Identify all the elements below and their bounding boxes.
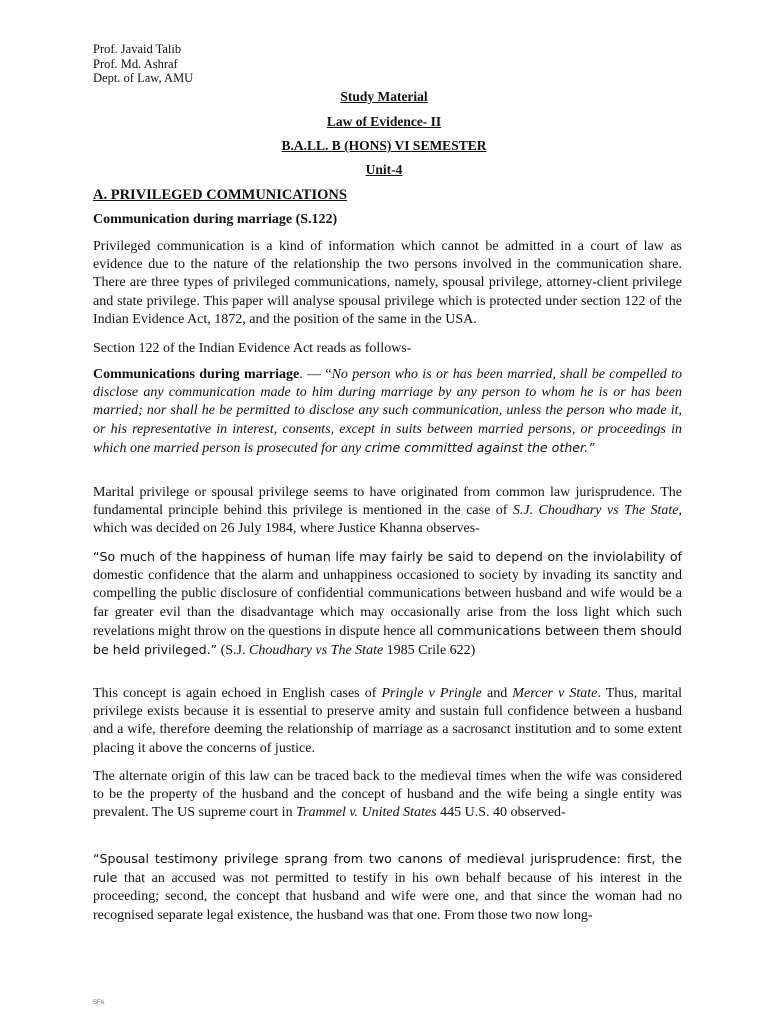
- p7-text-b: 445 U.S. 40 observed-: [436, 805, 566, 821]
- p4-text-a: Marital privilege or spousal privilege seems to have originated from common law jurisprudence. The fundamental principle behind this privilege is mentioned in the case of: [93, 485, 682, 519]
- p6-and: and: [481, 686, 513, 701]
- title-study-material: Study Material: [340, 89, 428, 104]
- statute-text-end: crime committed against the other.”: [364, 439, 595, 455]
- section-heading: A. PRIVILEGED COMMUNICATIONS: [93, 187, 347, 203]
- paragraph-6: [93, 685, 682, 758]
- paragraph-1: Privileged communication is a kind of information which cannot be admitted in a court of law as evidence due to the nature of the relationship the two persons involved in the communication share. There are three types of privileged communications, namely, spousal privilege, attorney-client privilege and state privilege. This paper will analyse spousal privilege which is protected under section 122 of the Indian Evidence Act, 1872, and the position of the same in the USA.: [93, 239, 682, 327]
- p5-cite-case: Choudhary vs The State: [249, 643, 384, 659]
- paragraph-7: [93, 768, 682, 823]
- p5-text: domestic confidence that the alarm and unhappiness occasioned to society by invading its sanctity and compelling the public disclosure of confidential communications between husband and wife would be a far greater evil than the disadvantage which may occasionally arise from the loss light which such revelations might throw on the questions in dispute hence all: [93, 568, 682, 639]
- title-unit: Unit-4: [365, 162, 403, 177]
- statute-dash: . — “: [299, 367, 332, 382]
- paragraph-8-quote: [93, 850, 682, 925]
- title-semester: B.A.LL. B (HONS) VI SEMESTER: [281, 138, 487, 153]
- p6-case-1: Pringle v Pringle: [381, 686, 482, 701]
- p8-sans: “Spousal testimony privilege sprang from two canons of medieval jurisprudence: first, the rule: [93, 851, 682, 886]
- author-header: [93, 42, 193, 86]
- p6-case-2: Mercer v State: [512, 686, 598, 701]
- statute-heading: Communications during marriage: [93, 367, 300, 382]
- paragraph-2: Section 122 of the Indian Evidence Act reads as follows-: [93, 341, 412, 356]
- p5-cite-a: (S.J.: [217, 643, 250, 659]
- subsection-heading: Communication during marriage (S.122): [93, 212, 338, 227]
- p4-text-b: , which was decided on 26 July 1984, where Justice Khanna observes-: [93, 503, 682, 537]
- p5-sans-a: “So much of the happiness of human life may fairly be said to depend on the inviolability of: [93, 549, 682, 564]
- p7-case-name: Trammel v. United States: [296, 805, 437, 821]
- author-line-1: Prof. Javaid Talib: [93, 42, 182, 56]
- p5-sans-b: communications between them should be held privileged.”: [93, 622, 682, 658]
- statute-text: No person who is or has been married, shall be compelled to disclose any communication made to him during marriage by any person to whom he is or has been married; nor shall he be permitted to disclose any such communication, unless the person who made it, or his representative in interest, consents, except in suits between married persons, or proceedings in which one married person is prosecuted for any: [93, 367, 683, 456]
- author-dept: Dept. of Law, AMU: [93, 71, 194, 85]
- p4-case-name: S.J. Choudhary vs The State: [512, 503, 679, 519]
- p7-text-a: The alternate origin of this law can be traced back to the medieval times when the wife was considered to be the property of the husband and the concept of husband and the wife being a single entity was prevalent. The US supreme court in: [93, 769, 682, 821]
- p8-text: that an accused was not permitted to testify in his own behalf because of his interest in the proceeding; second, the concept that husband and wife were one, and that since the woman had no recognised separate legal existence, the husband was that one. From those two now long-: [93, 871, 682, 923]
- paragraph-5-quote: [93, 548, 682, 660]
- footer-mark: SFA: [93, 1000, 105, 1006]
- title-course: Law of Evidence- II: [326, 114, 442, 129]
- p5-cite-b: 1985 Crile 622): [383, 643, 476, 659]
- p6-text-b: . Thus, marital privilege exists because it is essential to preserve amity and sustain full confidence between a husband and a wife, therefore deeming the relationship of marriage as a sacrosanct institution and to some extent placing it above the concerns of justice.: [93, 686, 683, 756]
- p6-text-a: This concept is again echoed in English cases of: [93, 686, 382, 701]
- paragraph-4: [93, 484, 682, 539]
- paragraph-3-statute: [93, 366, 682, 458]
- author-line-2: Prof. Md. Ashraf: [93, 56, 178, 71]
